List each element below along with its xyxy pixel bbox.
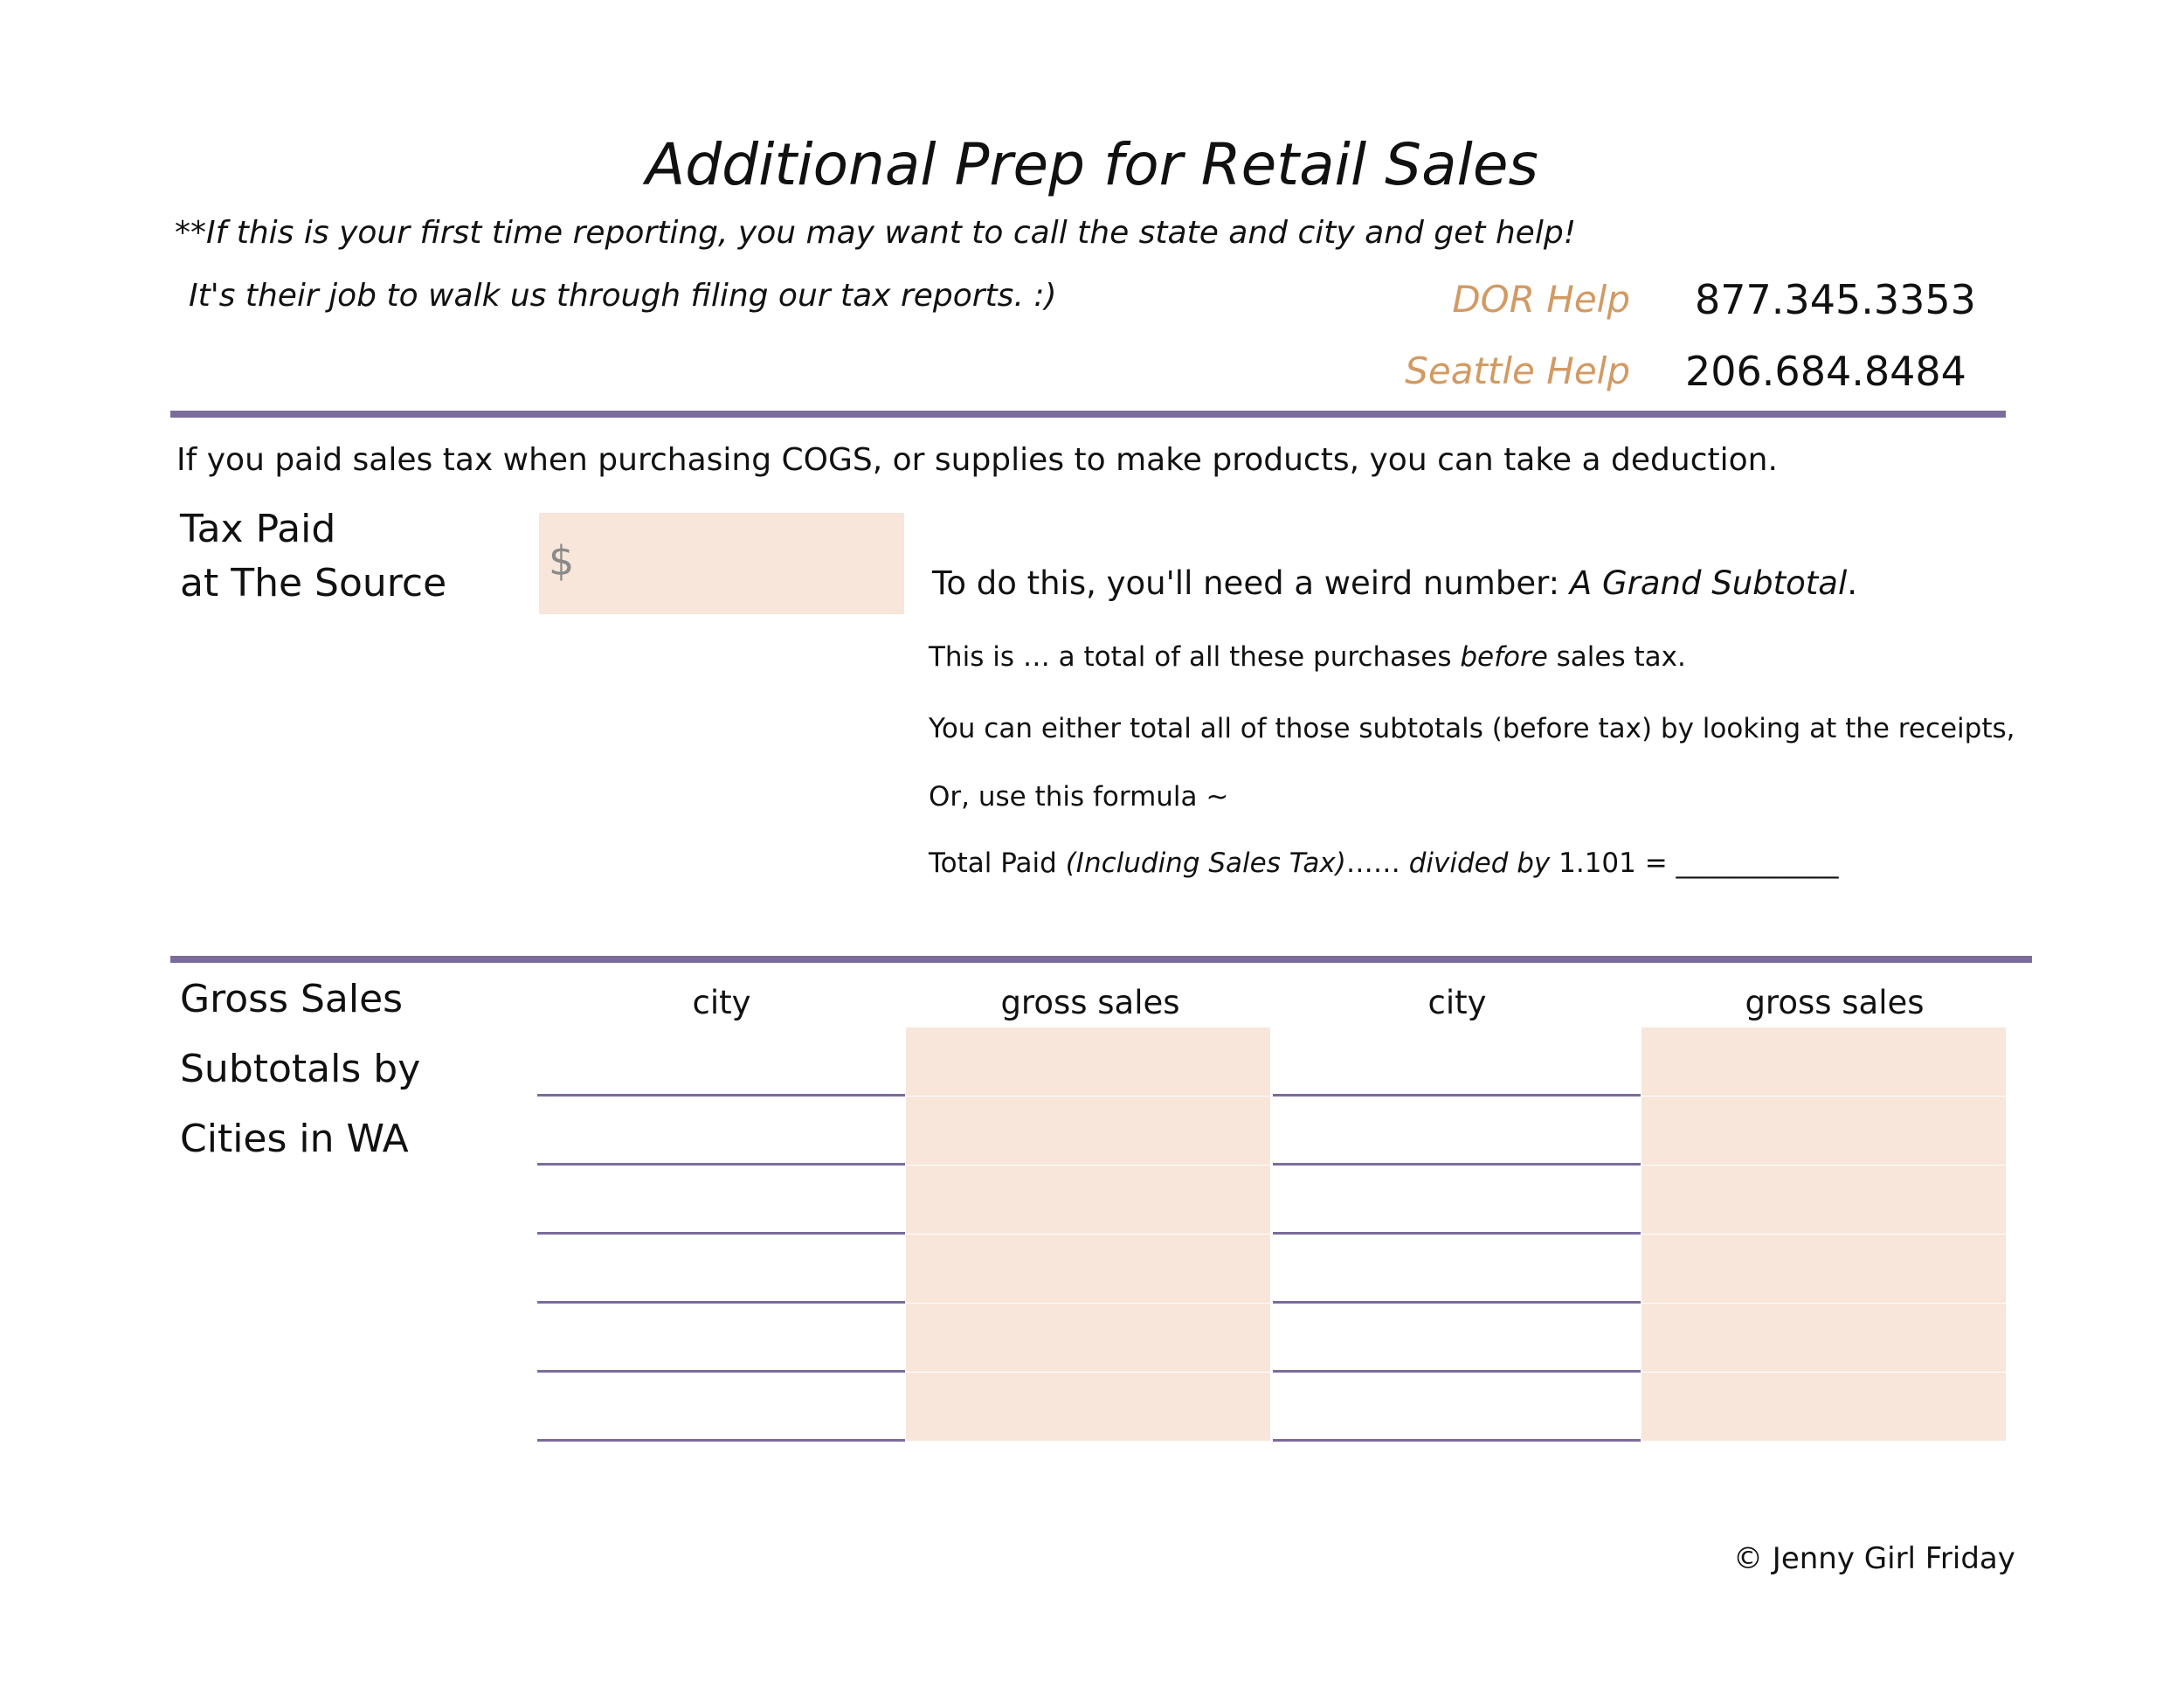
job-note: It's their job to walk us through filing our tax reports. :): [189, 278, 1057, 314]
grand-subtotal-suffix: .: [1847, 564, 1857, 602]
city-field[interactable]: [537, 1163, 905, 1166]
gross-sales-field[interactable]: [906, 1097, 1270, 1165]
column-header-gross-sales-2: gross sales: [1745, 984, 1925, 1021]
dollar-sign: $: [549, 537, 575, 585]
grand-subtotal-note: [932, 564, 1857, 602]
gross-sales-field[interactable]: [1641, 1304, 2006, 1372]
city-field[interactable]: [537, 1094, 905, 1097]
tax-paid-label: Tax Paid: [180, 507, 336, 551]
city-field[interactable]: [1273, 1163, 1641, 1166]
dor-help-label: DOR Help: [1452, 278, 1630, 321]
header-divider: [170, 411, 2006, 418]
explanation-receipts: You can either total all of those subtotals (before tax) by looking at the receipts,: [929, 713, 2015, 744]
formula-total-paid: Total Paid: [929, 847, 1066, 879]
gross-sales-field[interactable]: [906, 1027, 1270, 1096]
gross-sales-label-cities: Cities in WA: [180, 1117, 409, 1161]
city-field[interactable]: [1273, 1370, 1641, 1373]
gross-sales-label: Gross Sales: [180, 977, 404, 1021]
gross-sales-field[interactable]: [1641, 1166, 2006, 1234]
expl1-c: sales tax.: [1547, 641, 1686, 673]
column-header-gross-sales-1: gross sales: [1000, 984, 1180, 1021]
grand-subtotal-prefix: To do this, you'll need a weird number:: [932, 564, 1570, 602]
city-field[interactable]: [537, 1301, 905, 1304]
gross-sales-field[interactable]: [906, 1235, 1270, 1303]
tax-paid-input[interactable]: [539, 513, 904, 614]
explanation-before-tax: [929, 641, 1686, 673]
column-header-city-1: city: [692, 984, 751, 1021]
gross-sales-field[interactable]: [906, 1166, 1270, 1234]
seattle-help-label: Seattle Help: [1405, 349, 1630, 392]
grand-subtotal-emphasis: A Grand Subtotal: [1569, 564, 1848, 602]
gross-sales-field[interactable]: [1641, 1027, 2006, 1096]
city-field[interactable]: [1273, 1094, 1641, 1097]
column-header-city-2: city: [1427, 984, 1487, 1021]
deduction-intro: If you paid sales tax when purchasing COGS, or supplies to make products, you can take a deduction.: [176, 442, 1778, 478]
gross-sales-field[interactable]: [1641, 1373, 2006, 1441]
first-time-note: **If this is your first time reporting, you may want to call the state and city and get help!: [175, 215, 1577, 251]
gross-sales-field[interactable]: [906, 1304, 1270, 1372]
formula-dots: ……: [1345, 847, 1409, 879]
gross-sales-field[interactable]: [906, 1373, 1270, 1441]
expl1-a: This is … a total of all these purchases: [929, 641, 1461, 673]
gross-sales-field[interactable]: [1641, 1235, 2006, 1303]
page-title: Additional Prep for Retail Sales: [646, 131, 1538, 198]
city-field[interactable]: [537, 1439, 905, 1442]
formula-divided-by: divided by: [1408, 847, 1551, 879]
gross-sales-label-subtotals: Subtotals by: [180, 1047, 421, 1091]
gross-sales-field[interactable]: [1641, 1097, 2006, 1165]
copyright: © Jenny Girl Friday: [1733, 1541, 2015, 1576]
city-field[interactable]: [1273, 1301, 1641, 1304]
formula-result: 1.101 = ____________: [1550, 847, 1839, 879]
formula-including-tax: (Including Sales Tax): [1065, 847, 1346, 879]
city-field[interactable]: [537, 1370, 905, 1373]
expl1-before: before: [1460, 641, 1548, 673]
city-field[interactable]: [537, 1232, 905, 1235]
city-field[interactable]: [1273, 1439, 1641, 1442]
seattle-help-number: 206.684.8484: [1685, 348, 1966, 395]
dor-help-number: 877.345.3353: [1695, 276, 1976, 323]
section-divider: [170, 956, 2032, 963]
explanation-formula-intro: Or, use this formula ~: [929, 781, 1229, 813]
tax-paid-label-source: at The Source: [180, 561, 447, 605]
formula-line: [929, 847, 1839, 879]
city-field[interactable]: [1273, 1232, 1641, 1235]
